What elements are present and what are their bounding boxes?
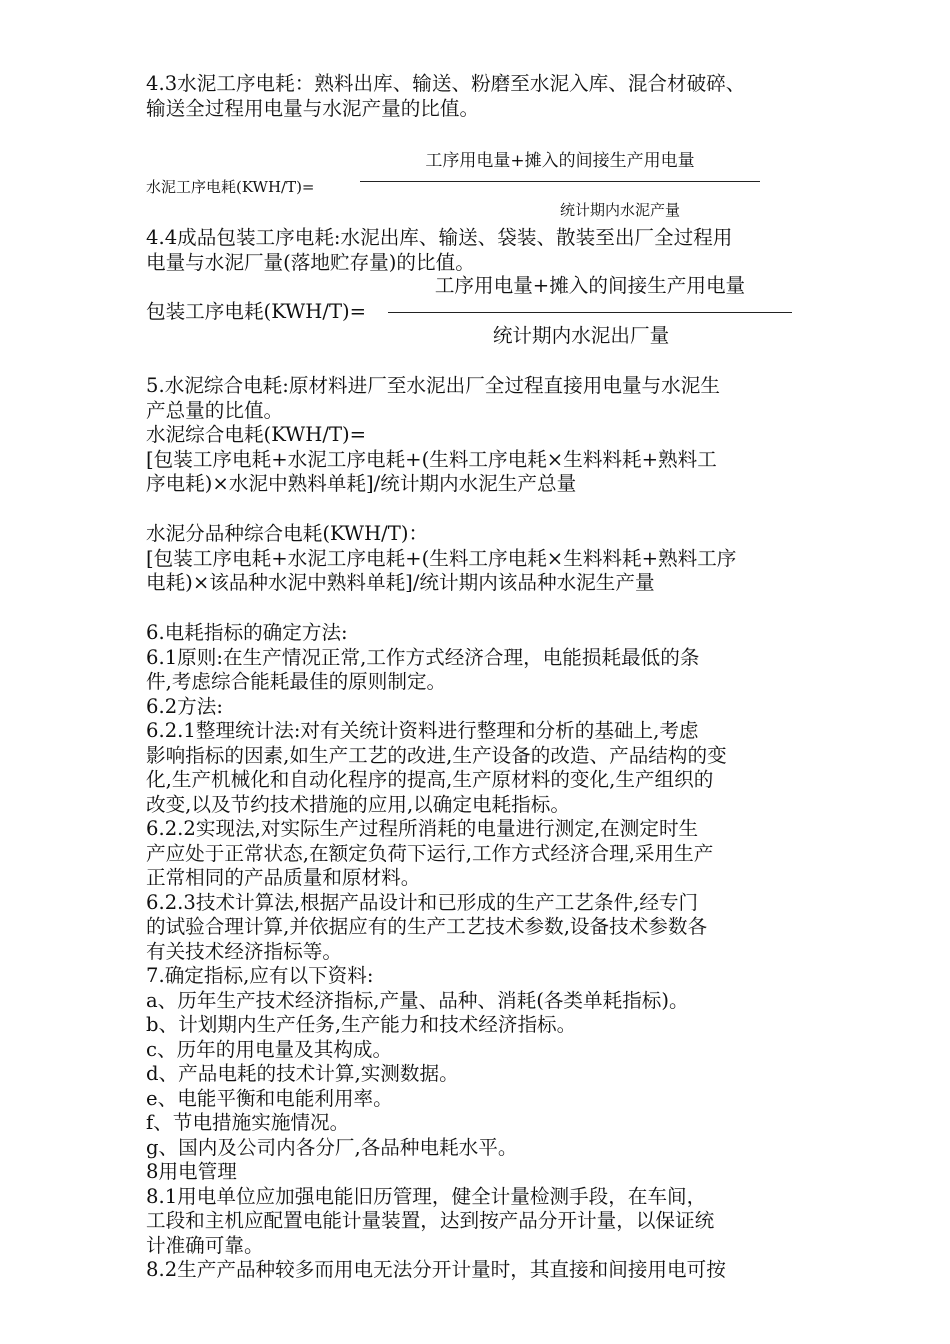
- text-line: 工段和主机应配置电能计量装置，达到按产品分开计量，以保证统: [146, 1209, 715, 1232]
- text-line: d、产品电耗的技术计算,实测数据。: [146, 1062, 459, 1085]
- text-line: 化,生产机械化和自动化程序的提高,生产原材料的变化,生产组织的: [146, 768, 714, 791]
- text-line: 电耗)×该品种水泥中熟料单耗]/统计期内该品种水泥生产量: [146, 571, 655, 594]
- text-line: 输送全过程用电量与水泥产量的比值。: [146, 96, 480, 120]
- text-line: 水泥综合电耗(KWH/T)=: [146, 423, 367, 446]
- formula-label: 水泥工序电耗(KWH/T)=: [146, 178, 315, 196]
- text-line: 影响指标的因素,如生产工艺的改进,生产设备的改造、产品结构的变: [146, 743, 727, 767]
- text-line: 的试验合理计算,并依据应有的生产工艺技术参数,设备技术参数各: [146, 915, 708, 938]
- section-5: [146, 374, 810, 497]
- formula-numerator: 工序用电量+摊入的间接生产用电量: [434, 274, 746, 297]
- formula-denominator: 统计期内水泥出厂量: [492, 324, 670, 347]
- text-line: g、国内及公司内各分厂,各品种电耗水平。: [146, 1135, 518, 1159]
- text-line: 5.水泥综合电耗:原材料进厂至水泥出厂全过程直接用电量与水泥生: [146, 374, 720, 397]
- text-line: 件,考虑综合能耗最佳的原则制定。: [146, 670, 447, 693]
- fraction-bar: [388, 312, 792, 313]
- text-line: [包装工序电耗+水泥工序电耗+(生料工序电耗×生料料耗+熟料工: [146, 447, 717, 471]
- text-line: 8用电管理: [146, 1160, 237, 1183]
- text-line: 计准确可靠。: [146, 1233, 264, 1257]
- text-line: 产总量的比值。: [146, 398, 284, 422]
- text-line: [包装工序电耗+水泥工序电耗+(生料工序电耗×生料料耗+熟料工序: [146, 546, 737, 570]
- text-line: 4.3水泥工序电耗：熟料出库、输送、粉磨至水泥入库、混合材破碎、: [146, 72, 746, 95]
- text-line: 7.确定指标,应有以下资料:: [146, 964, 374, 987]
- text-line: f、节电措施实施情况。: [146, 1111, 350, 1134]
- text-line: 8.2生产产品种较多而用电无法分开计量时，其直接和间接用电可按: [146, 1258, 726, 1281]
- text-line: a、历年生产技术经济指标,产量、品种、消耗(各类单耗指标)。: [146, 988, 689, 1012]
- section-4-3: [146, 72, 810, 121]
- text-line: 6.2.3技术计算法,根据产品设计和已形成的生产工艺条件,经专门: [146, 890, 699, 914]
- fraction-bar: [360, 181, 760, 182]
- text-line: 6.2方法:: [146, 694, 223, 718]
- text-line: 6.电耗指标的确定方法:: [146, 621, 348, 644]
- text-line: 电量与水泥厂量(落地贮存量)的比值。: [146, 250, 475, 274]
- section-5-by-variety: [146, 522, 810, 596]
- text-line: 正常相同的产品质量和原材料。: [146, 866, 421, 889]
- text-line: 4.4成品包装工序电耗:水泥出库、输送、袋装、散装至出厂全过程用: [146, 226, 733, 249]
- formula-numerator: 工序用电量+摊入的间接生产用电量: [425, 151, 695, 171]
- text-line: c、历年的用电量及其构成。: [146, 1037, 393, 1061]
- formula-denominator: 统计期内水泥产量: [559, 201, 680, 219]
- text-line: 水泥分品种综合电耗(KWH/T)：: [146, 522, 429, 545]
- text-line: 6.2.1整理统计法:对有关统计资料进行整理和分析的基础上,考虑: [146, 719, 699, 742]
- formula-label: 包装工序电耗(KWH/T)=: [146, 300, 367, 323]
- text-line: 6.1原则:在生产情况正常,工作方式经济合理，电能损耗最低的条: [146, 645, 700, 669]
- text-line: 有关技术经济指标等。: [146, 939, 342, 963]
- text-line: 产应处于正常状态,在额定负荷下运行,工作方式经济合理,采用生产: [146, 841, 714, 865]
- section-6-8: [146, 621, 810, 1283]
- text-line: 改变,以及节约技术措施的应用,以确定电耗指标。: [146, 792, 570, 816]
- text-line: 8.1用电单位应加强电能旧历管理，健全计量检测手段，在车间，: [146, 1184, 707, 1208]
- text-line: 序电耗)×水泥中熟料单耗]/统计期内水泥生产总量: [146, 472, 577, 495]
- section-4-4: [146, 226, 810, 275]
- text-line: e、电能平衡和电能利用率。: [146, 1086, 393, 1110]
- text-line: 6.2.2实现法,对实际生产过程所消耗的电量进行测定,在测定时生: [146, 817, 699, 840]
- text-line: b、计划期内生产任务,生产能力和技术经济指标。: [146, 1013, 577, 1036]
